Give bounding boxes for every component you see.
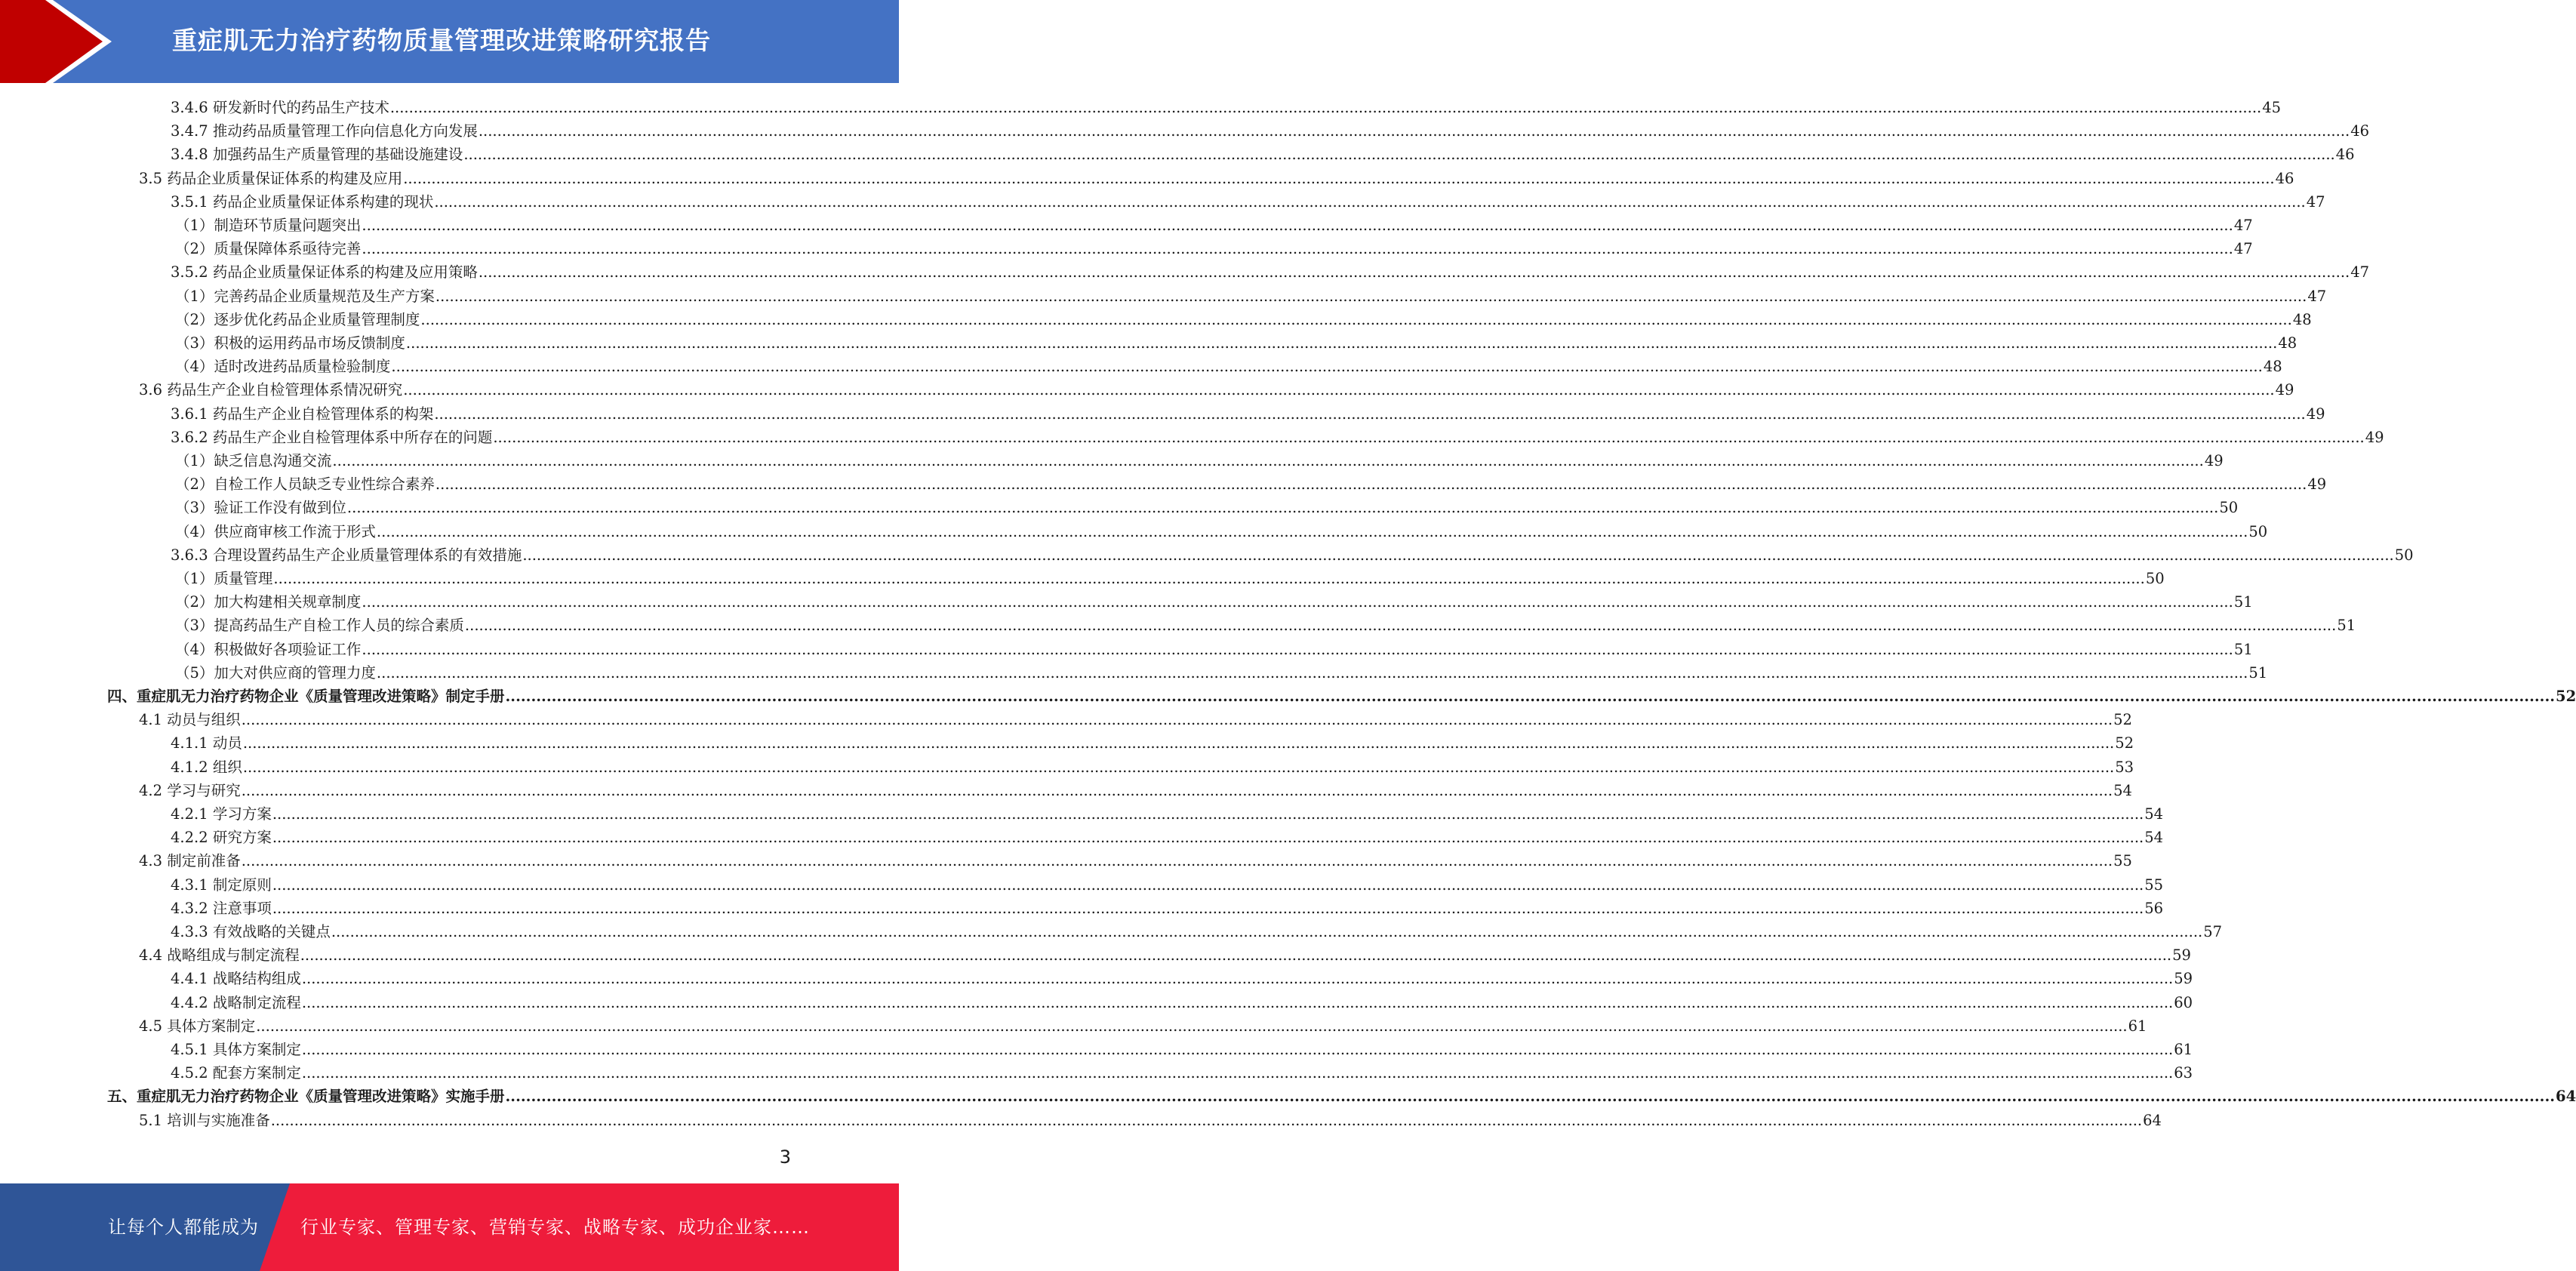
toc-entry-page: 46 (2335, 146, 2355, 164)
toc-entry[interactable] (139, 167, 2294, 190)
toc-entry-label: 四、重症肌无力治疗药物企业《质量管理改进策略》制定手册 (107, 688, 505, 705)
toc-entry-label: （4）积极做好各项验证工作 (175, 640, 362, 658)
toc-entry[interactable] (107, 685, 2576, 708)
toc-entry-page: 53 (2115, 758, 2134, 776)
toc-entry[interactable] (139, 943, 2191, 967)
toc-dot-leader: ................................................................................................................................................................................................................................................................................................................................................................................................................ (435, 475, 2307, 494)
toc-entry-page: 63 (2174, 1064, 2193, 1082)
toc-dot-leader: ................................................................................................................................................................................................................................................................................................................................................................................................................ (301, 1064, 2174, 1082)
toc-entry[interactable] (171, 190, 2325, 214)
document-title: 重症肌无力治疗药物质量管理改进策略研究报告 (172, 26, 711, 55)
toc-dot-leader: ................................................................................................................................................................................................................................................................................................................................................................................................................ (301, 993, 2174, 1011)
toc-entry-page: 55 (2113, 852, 2132, 870)
toc-entry-page: 45 (2262, 99, 2282, 116)
toc-dot-leader: ................................................................................................................................................................................................................................................................................................................................................................................................................ (272, 829, 2144, 847)
toc-entry[interactable] (175, 520, 2268, 543)
toc-entry-page: 51 (2337, 617, 2356, 635)
toc-entry[interactable] (171, 920, 2223, 943)
toc-entry[interactable] (139, 378, 2294, 402)
toc-entry-page: 60 (2174, 993, 2193, 1011)
toc-dot-leader: ................................................................................................................................................................................................................................................................................................................................................................................................................ (522, 546, 2394, 564)
toc-entry-label: 3.4.6 研发新时代的药品生产技术 (171, 99, 389, 116)
toc-entry-page: 52 (2115, 734, 2134, 752)
toc-dot-leader: ................................................................................................................................................................................................................................................................................................................................................................................................................ (389, 99, 2262, 116)
toc-dot-leader: ................................................................................................................................................................................................................................................................................................................................................................................................................ (463, 146, 2335, 164)
toc-entry-label: 4.1 动员与组织 (139, 711, 241, 729)
toc-entry-label: 4.3.3 有效战略的关键点 (171, 923, 331, 940)
toc-entry-label: 3.6 药品生产企业自检管理体系情况研究 (139, 381, 403, 399)
toc-entry[interactable] (171, 543, 2414, 567)
toc-entry-page: 51 (2233, 640, 2253, 658)
toc-dot-leader: ................................................................................................................................................................................................................................................................................................................................................................................................................ (362, 240, 2233, 258)
toc-entry-page: 46 (2350, 122, 2370, 140)
toc-entry-label: 4.5 具体方案制定 (139, 1017, 256, 1035)
toc-entry-page: 59 (2172, 946, 2191, 965)
toc-entry-label: 4.3 制定前准备 (139, 852, 241, 870)
toc-entry[interactable] (175, 214, 2253, 237)
toc-entry-page: 47 (2233, 240, 2253, 258)
toc-entry[interactable] (107, 1085, 2576, 1108)
toc-entry-page: 49 (2306, 405, 2325, 423)
toc-dot-leader: ................................................................................................................................................................................................................................................................................................................................................................................................................ (241, 852, 2113, 870)
page-footer (0, 1183, 899, 1271)
toc-entry-page: 47 (2350, 263, 2370, 282)
toc-entry[interactable] (175, 355, 2282, 378)
toc-dot-leader: ................................................................................................................................................................................................................................................................................................................................................................................................................ (270, 1111, 2143, 1129)
toc-entry-label: （4）适时改进药品质量检验制度 (175, 358, 391, 376)
toc-entry-label: 4.2.1 学习方案 (171, 805, 272, 823)
toc-entry-page: 50 (2219, 499, 2239, 517)
toc-entry-page: 49 (2275, 381, 2294, 399)
toc-entry[interactable] (175, 472, 2327, 496)
toc-entry-page: 50 (2145, 570, 2165, 587)
toc-entry[interactable] (175, 567, 2165, 590)
toc-entry[interactable] (139, 1109, 2162, 1132)
toc-dot-leader: ................................................................................................................................................................................................................................................................................................................................................................................................................ (241, 781, 2113, 799)
toc-dot-leader: ................................................................................................................................................................................................................................................................................................................................................................................................................ (420, 310, 2292, 328)
toc-dot-leader: ................................................................................................................................................................................................................................................................................................................................................................................................................ (332, 452, 2204, 469)
toc-entry[interactable] (175, 590, 2253, 614)
toc-entry-page: 61 (2128, 1017, 2147, 1035)
toc-dot-leader: ................................................................................................................................................................................................................................................................................................................................................................................................................ (434, 192, 2306, 211)
toc-entry-label: 4.1.2 组织 (171, 758, 242, 776)
toc-dot-leader: ................................................................................................................................................................................................................................................................................................................................................................................................................ (403, 169, 2275, 187)
toc-entry[interactable] (139, 708, 2132, 731)
toc-entry-page: 47 (2233, 217, 2253, 234)
toc-entry[interactable] (171, 426, 2384, 449)
toc-entry[interactable] (171, 967, 2193, 990)
toc-dot-leader: ................................................................................................................................................................................................................................................................................................................................................................................................................ (242, 758, 2115, 776)
toc-entry[interactable] (139, 779, 2132, 802)
toc-entry-label: 3.5.2 药品企业质量保证体系的构建及应用策略 (171, 263, 478, 282)
toc-entry-label: （2）自检工作人员缺乏专业性综合素养 (175, 475, 435, 494)
toc-entry-label: 4.2 学习与研究 (139, 781, 241, 799)
toc-entry[interactable] (175, 638, 2253, 661)
toc-dot-leader: ................................................................................................................................................................................................................................................................................................................................................................................................................ (256, 1017, 2128, 1035)
toc-entry[interactable] (171, 260, 2370, 284)
toc-dot-leader: ................................................................................................................................................................................................................................................................................................................................................................................................................ (272, 805, 2144, 823)
toc-entry[interactable] (171, 731, 2134, 755)
toc-entry[interactable] (171, 1038, 2193, 1061)
toc-entry-page: 48 (2278, 334, 2297, 352)
toc-dot-leader: ................................................................................................................................................................................................................................................................................................................................................................................................................ (505, 688, 2556, 705)
toc-entry-label: （1）缺乏信息沟通交流 (175, 452, 332, 469)
toc-dot-leader: ................................................................................................................................................................................................................................................................................................................................................................................................................ (272, 899, 2144, 917)
toc-entry[interactable] (171, 1061, 2193, 1085)
toc-entry-label: 4.4 战略组成与制定流程 (139, 946, 300, 965)
toc-entry-page: 54 (2144, 805, 2164, 823)
toc-dot-leader: ................................................................................................................................................................................................................................................................................................................................................................................................................ (273, 570, 2145, 587)
toc-entry-label: 4.5.2 配套方案制定 (171, 1064, 301, 1082)
toc-entry-label: （3）验证工作没有做到位 (175, 499, 346, 517)
toc-entry-page: 46 (2275, 169, 2294, 187)
toc-entry[interactable] (175, 449, 2224, 472)
toc-dot-leader: ................................................................................................................................................................................................................................................................................................................................................................................................................ (376, 663, 2248, 682)
footer-slogan-right: 行业专家、管理专家、营销专家、战略专家、成功企业家…… (300, 1217, 810, 1238)
footer-slogan-left: 让每个人都能成为 (108, 1217, 259, 1238)
header-arrow-decoration (0, 0, 121, 83)
toc-entry-label: （2）逐步优化药品企业质量管理制度 (175, 310, 420, 328)
toc-entry-page: 51 (2248, 663, 2268, 682)
toc-entry[interactable] (175, 331, 2297, 355)
toc-entry-label: （4）供应商审核工作流于形式 (175, 522, 376, 540)
toc-entry-page: 61 (2174, 1041, 2193, 1058)
toc-entry[interactable] (171, 826, 2164, 849)
toc-entry[interactable] (175, 614, 2356, 637)
toc-entry[interactable] (171, 96, 2282, 119)
toc-entry-label: （5）加大对供应商的管理力度 (175, 663, 376, 682)
toc-entry-label: 五、重症肌无力治疗药物企业《质量管理改进策略》实施手册 (107, 1088, 505, 1106)
toc-entry-page: 48 (2292, 310, 2312, 328)
toc-entry-page: 49 (2204, 452, 2224, 469)
toc-entry-page: 56 (2144, 899, 2164, 917)
toc-entry[interactable] (171, 756, 2134, 779)
toc-entry-page: 54 (2144, 829, 2164, 847)
toc-dot-leader: ................................................................................................................................................................................................................................................................................................................................................................................................................ (346, 499, 2219, 517)
toc-entry-page: 64 (2556, 1088, 2576, 1106)
toc-entry-page: 47 (2307, 287, 2327, 305)
toc-dot-leader: ................................................................................................................................................................................................................................................................................................................................................................................................................ (300, 946, 2172, 965)
toc-entry-label: 4.3.1 制定原则 (171, 876, 272, 894)
toc-entry-page: 50 (2394, 546, 2414, 564)
toc-entry-label: 3.4.7 推动药品质量管理工作向信息化方向发展 (171, 122, 478, 140)
toc-entry-label: 4.2.2 研究方案 (171, 829, 272, 847)
toc-entry-label: （2）质量保障体系亟待完善 (175, 240, 362, 258)
toc-entry-label: （1）完善药品企业质量规范及生产方案 (175, 287, 435, 305)
page-header (0, 0, 899, 83)
toc-dot-leader: ................................................................................................................................................................................................................................................................................................................................................................................................................ (403, 381, 2275, 399)
toc-entry[interactable] (171, 802, 2164, 826)
toc-dot-leader: ................................................................................................................................................................................................................................................................................................................................................................................................................ (493, 428, 2365, 446)
toc-dot-leader: ................................................................................................................................................................................................................................................................................................................................................................................................................ (301, 970, 2174, 988)
toc-entry-page: 64 (2143, 1111, 2162, 1129)
toc-entry-label: 4.4.2 战略制定流程 (171, 993, 301, 1011)
toc-dot-leader: ................................................................................................................................................................................................................................................................................................................................................................................................................ (362, 640, 2233, 658)
toc-entry-page: 59 (2174, 970, 2193, 988)
toc-entry-page: 54 (2113, 781, 2132, 799)
toc-dot-leader: ................................................................................................................................................................................................................................................................................................................................................................................................................ (362, 593, 2233, 611)
toc-dot-leader: ................................................................................................................................................................................................................................................................................................................................................................................................................ (478, 122, 2350, 140)
toc-entry[interactable] (175, 308, 2312, 331)
toc-entry[interactable] (171, 143, 2355, 166)
toc-entry-page: 49 (2307, 475, 2327, 494)
toc-dot-leader: ................................................................................................................................................................................................................................................................................................................................................................................................................ (331, 923, 2203, 940)
toc-entry-label: 3.6.2 药品生产企业自检管理体系中所存在的问题 (171, 428, 493, 446)
toc-entry[interactable] (139, 849, 2132, 872)
toc-dot-leader: ................................................................................................................................................................................................................................................................................................................................................................................................................ (272, 876, 2144, 894)
toc-entry[interactable] (175, 661, 2268, 685)
toc-dot-leader: ................................................................................................................................................................................................................................................................................................................................................................................................................ (435, 287, 2307, 305)
toc-entry-page: 50 (2248, 522, 2268, 540)
toc-entry-page: 51 (2233, 593, 2253, 611)
toc-entry-label: 4.5.1 具体方案制定 (171, 1041, 301, 1058)
toc-entry-label: 4.4.1 战略结构组成 (171, 970, 301, 988)
toc-entry-page: 47 (2306, 192, 2325, 211)
toc-entry-label: 4.1.1 动员 (171, 734, 242, 752)
toc-dot-leader: ................................................................................................................................................................................................................................................................................................................................................................................................................ (505, 1088, 2556, 1106)
toc-entry-label: 3.6.3 合理设置药品生产企业质量管理体系的有效措施 (171, 546, 522, 564)
toc-dot-leader: ................................................................................................................................................................................................................................................................................................................................................................................................................ (376, 522, 2248, 540)
toc-entry-page: 52 (2556, 688, 2576, 705)
toc-entry-page: 57 (2203, 923, 2223, 940)
toc-entry-label: 5.1 培训与实施准备 (139, 1111, 270, 1129)
toc-entry[interactable] (171, 873, 2164, 897)
toc-dot-leader: ................................................................................................................................................................................................................................................................................................................................................................................................................ (241, 711, 2113, 729)
toc-entry[interactable] (175, 496, 2239, 519)
page-number: 3 (779, 1146, 791, 1168)
toc-entry-label: （3）提高药品生产自检工作人员的综合素质 (175, 617, 464, 635)
toc-entry-label: 3.5 药品企业质量保证体系的构建及应用 (139, 169, 403, 187)
toc-entry-label: （2）加大构建相关规章制度 (175, 593, 362, 611)
toc-entry[interactable] (175, 237, 2253, 260)
toc-dot-leader: ................................................................................................................................................................................................................................................................................................................................................................................................................ (464, 617, 2337, 635)
toc-dot-leader: ................................................................................................................................................................................................................................................................................................................................................................................................................ (362, 217, 2233, 234)
toc-entry[interactable] (171, 991, 2193, 1014)
toc-entry-label: 3.6.1 药品生产企业自检管理体系的构架 (171, 405, 434, 423)
toc-entry-label: 4.3.2 注意事项 (171, 899, 272, 917)
toc-dot-leader: ................................................................................................................................................................................................................................................................................................................................................................................................................ (391, 358, 2263, 376)
toc-dot-leader: ................................................................................................................................................................................................................................................................................................................................................................................................................ (405, 334, 2278, 352)
toc-dot-leader: ................................................................................................................................................................................................................................................................................................................................................................................................................ (478, 263, 2350, 282)
toc-entry-page: 52 (2113, 711, 2132, 729)
toc-entry[interactable] (171, 402, 2325, 426)
toc-entry[interactable] (171, 119, 2370, 143)
toc-entry-label: 3.4.8 加强药品生产质量管理的基础设施建设 (171, 146, 463, 164)
toc-entry-page: 49 (2365, 428, 2384, 446)
toc-entry[interactable] (139, 1014, 2147, 1038)
toc-dot-leader: ................................................................................................................................................................................................................................................................................................................................................................................................................ (242, 734, 2115, 752)
toc-entry-label: （1）制造环节质量问题突出 (175, 217, 362, 234)
toc-entry-label: （3）积极的运用药品市场反馈制度 (175, 334, 405, 352)
toc-entry[interactable] (171, 897, 2164, 920)
toc-dot-leader: ................................................................................................................................................................................................................................................................................................................................................................................................................ (434, 405, 2306, 423)
toc-entry-label: 3.5.1 药品企业质量保证体系构建的现状 (171, 192, 434, 211)
toc-entry-page: 48 (2263, 358, 2282, 376)
toc-entry-page: 55 (2144, 876, 2164, 894)
toc-entry[interactable] (175, 285, 2327, 308)
toc-entry-label: （1）质量管理 (175, 570, 273, 587)
toc-dot-leader: ................................................................................................................................................................................................................................................................................................................................................................................................................ (301, 1041, 2174, 1058)
